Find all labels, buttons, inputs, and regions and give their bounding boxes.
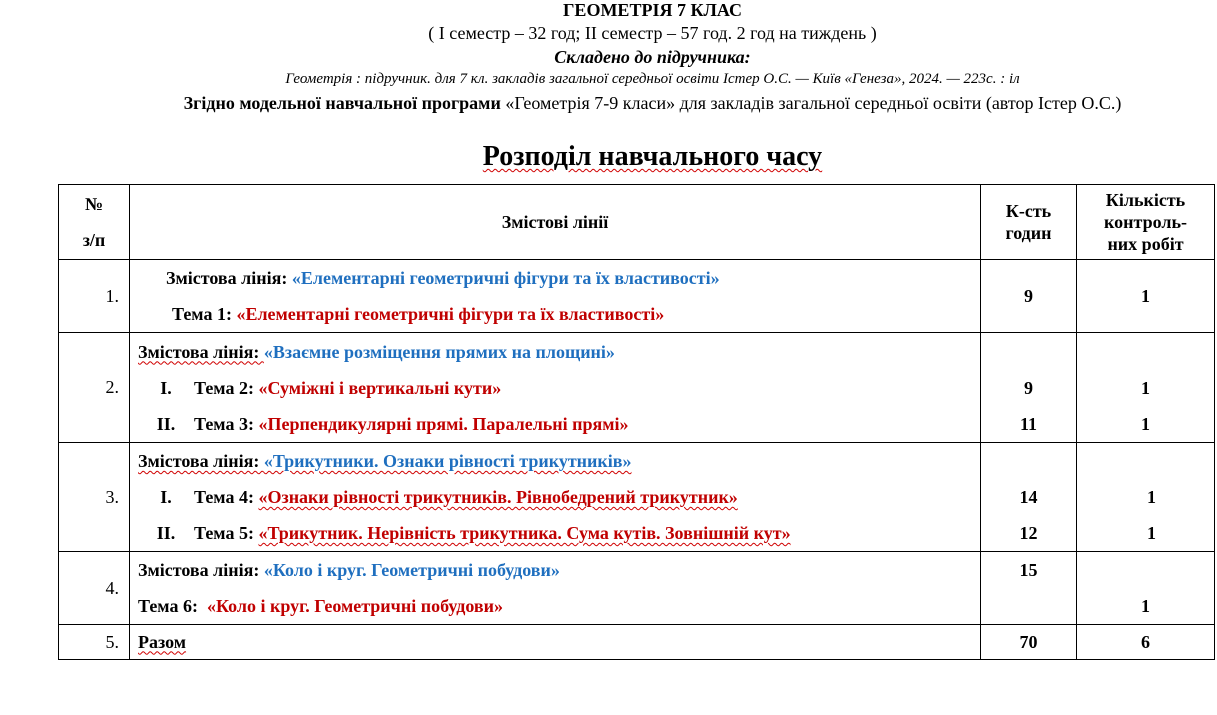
hours-spacer (981, 334, 1076, 370)
table-row-total (59, 625, 1215, 660)
topic-line (138, 479, 980, 515)
topic-line (138, 515, 980, 551)
content-line-title: «Взаємне розміщення прямих на площині» (263, 341, 615, 362)
content-line-label: Змістова лінія: (138, 560, 264, 580)
topic-line (138, 296, 980, 332)
topic-title: «Трикутник. Нерівність трикутника. Сума кутів. Зовнішній кут» (258, 523, 791, 543)
row-num: 2. (59, 333, 130, 443)
textbook-reference: Геометрія : підручник. для 7 кл. закладів загальної середньої освіти Істер О.С. — Київ «Генеза», 2024. — 223с. : іл (285, 71, 1020, 87)
total-tests: 6 (1077, 625, 1215, 660)
row-content (130, 260, 981, 333)
topic-tests: 1 (1147, 523, 1156, 543)
row-content (130, 443, 981, 552)
topic-roman: I. (160, 377, 172, 398)
topic-title: «Елементарні геометричні фігури та їх властивості» (236, 304, 665, 324)
row-content (130, 552, 981, 625)
row-num: 1. (59, 260, 130, 333)
total-label-text: Разом (138, 631, 187, 652)
topic-roman: I. (160, 487, 172, 507)
header-num-line1: № (84, 194, 104, 214)
tests-spacer (1077, 334, 1214, 370)
row-content (130, 333, 981, 443)
content-line-label: Змістова лінія: (138, 451, 264, 471)
row-num: 3. (59, 443, 130, 552)
textbook-caption: Складено до підручника: (554, 47, 751, 67)
topic-title: «Перпендикулярні прямі. Паралельні прямі» (258, 413, 629, 434)
topic-tests: 1 (1141, 596, 1150, 616)
total-hours: 70 (981, 625, 1077, 660)
header-content: Змістові лінії (130, 185, 981, 260)
topic-tests: 1 (1141, 377, 1150, 398)
header-hours-line1: К-сть (1005, 201, 1052, 221)
topic-roman: II. (156, 523, 176, 543)
table-row (59, 443, 1215, 552)
header-tests-line1: Кількість (1105, 190, 1186, 210)
semester-info: ( І семестр – 32 год; ІІ семестр – 57 год. 2 год на тиждень ) (428, 23, 877, 43)
header-num-line2: з/п (82, 230, 106, 250)
hours-spacer (981, 443, 1076, 479)
program-reference (44, 93, 1217, 114)
topic-hours: 11 (1019, 413, 1037, 434)
topic-line (138, 588, 980, 624)
topic-label: Тема 5: (194, 523, 259, 543)
content-line (138, 552, 980, 588)
row-tests (1077, 552, 1215, 625)
topic-title: «Ознаки рівності трикутників. Рівнобедрений трикутник» (258, 487, 738, 507)
row-hours (981, 552, 1077, 625)
row-hours (981, 443, 1077, 552)
topic-tests: 1 (1147, 487, 1156, 507)
tests-spacer (1077, 552, 1214, 588)
row-num: 5. (59, 625, 130, 660)
topic-label: Тема 4: (194, 487, 259, 507)
header-hours (981, 185, 1077, 260)
content-line (138, 443, 980, 479)
header-tests-line2: контроль- (1104, 212, 1187, 232)
program-reference-bold: Згідно модельної навчальної програми (183, 93, 501, 113)
topic-hours: 12 (1019, 523, 1038, 543)
content-line-title: «Елементарні геометричні фігури та їх властивості» (291, 268, 720, 288)
topic-label: Тема 3: (194, 413, 259, 434)
topic-hours: 9 (1024, 377, 1033, 398)
topic-tests: 1 (1141, 413, 1150, 434)
row-tests (1077, 443, 1215, 552)
topic-line (138, 406, 980, 442)
page-title: Розподіл навчального часу (482, 141, 823, 172)
header-hours-line2: годин (1005, 223, 1052, 243)
total-label (130, 625, 981, 660)
content-line (138, 334, 980, 370)
content-line-title: «Трикутники. Ознаки рівності трикутників» (263, 451, 632, 471)
row-tests: 1 (1077, 260, 1215, 333)
topic-hours: 14 (1019, 487, 1038, 507)
document-heading: ГЕОМЕТРІЯ 7 КЛАС (562, 0, 743, 20)
topic-hours: 15 (1019, 560, 1038, 580)
topic-line: I. Тема 2: «Суміжні і вертикальні кути» (138, 370, 980, 406)
row-hours (981, 333, 1077, 443)
topic-roman: II. (156, 413, 176, 434)
header-tests (1077, 185, 1215, 260)
content-line (138, 260, 980, 296)
header-num (59, 185, 130, 260)
topic-label: Тема 1: (172, 304, 237, 324)
hours-spacer (981, 588, 1076, 624)
row-num: 4. (59, 552, 130, 625)
content-line-label: Змістова лінія: (138, 341, 264, 362)
topic-label: Тема 2 (194, 377, 248, 398)
tests-spacer (1077, 443, 1214, 479)
program-reference-rest: «Геометрія 7-9 класи» для закладів загальної середньої освіти (автор Істер О.С.) (500, 93, 1122, 113)
row-hours: 9 (981, 260, 1077, 333)
row-tests (1077, 333, 1215, 443)
topic-title: «Суміжні і вертикальні кути» (258, 377, 502, 398)
topic-title: «Коло і круг. Геометричні побудови» (206, 596, 504, 616)
header-tests-line3: них робіт (1107, 234, 1184, 254)
table-header-row (59, 185, 1215, 260)
table-row (59, 260, 1215, 333)
curriculum-table (58, 184, 1215, 660)
topic-label: Тема 6: (138, 596, 207, 616)
table-row (59, 333, 1215, 443)
content-line-title: «Коло і круг. Геометричні побудови» (263, 560, 560, 580)
content-line-label: Змістова лінія: (166, 268, 292, 288)
table-row (59, 552, 1215, 625)
